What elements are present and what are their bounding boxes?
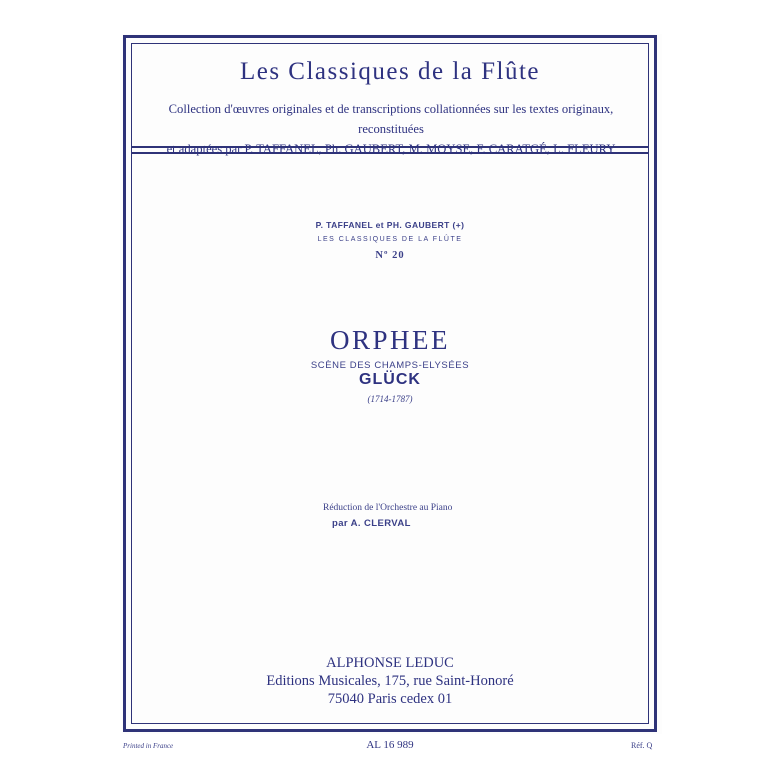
- composer-name: GLÜCK: [359, 371, 421, 388]
- publisher-block: [131, 654, 649, 708]
- catalog-number: AL 16 989: [366, 739, 414, 751]
- collection-line-2: et adaptées par P. TAFFANEL, Ph. GAUBERT, M. MOYSE, F. CARATGÉ, L. FLEURY: [166, 142, 616, 156]
- work-scene: SCÈNE DES CHAMPS-ELYSÉES: [310, 360, 470, 371]
- composer-dates: (1714-1787): [367, 394, 413, 404]
- collection-description: [146, 99, 636, 159]
- publisher-address-2: 75040 Paris cedex 01: [327, 691, 453, 707]
- reduction-note: Réduction de l'Orchestre au Piano: [323, 503, 453, 513]
- printed-in-note: Printed in France: [123, 742, 174, 750]
- arranger-credit: par A. CLERVAL: [332, 518, 411, 529]
- edition-series: LES CLASSIQUES DE LA FLÛTE: [317, 236, 463, 243]
- publisher-address-1: Editions Musicales, 175, rue Saint-Honoré: [266, 673, 514, 689]
- edition-number: Nº 20: [375, 250, 405, 261]
- reference-code: Réf. Q: [631, 741, 653, 750]
- edition-authors: P. TAFFANEL et PH. GAUBERT (+): [315, 220, 465, 230]
- collection-line-1: Collection d'œuvres originales et de transcriptions collationnées sur les textes originaux, reconstituées: [168, 102, 614, 136]
- work-title: ORPHEE: [329, 325, 450, 355]
- publisher-name: ALPHONSE LEDUC: [326, 655, 454, 671]
- series-title: Les Classiques de la Flûte: [239, 58, 541, 85]
